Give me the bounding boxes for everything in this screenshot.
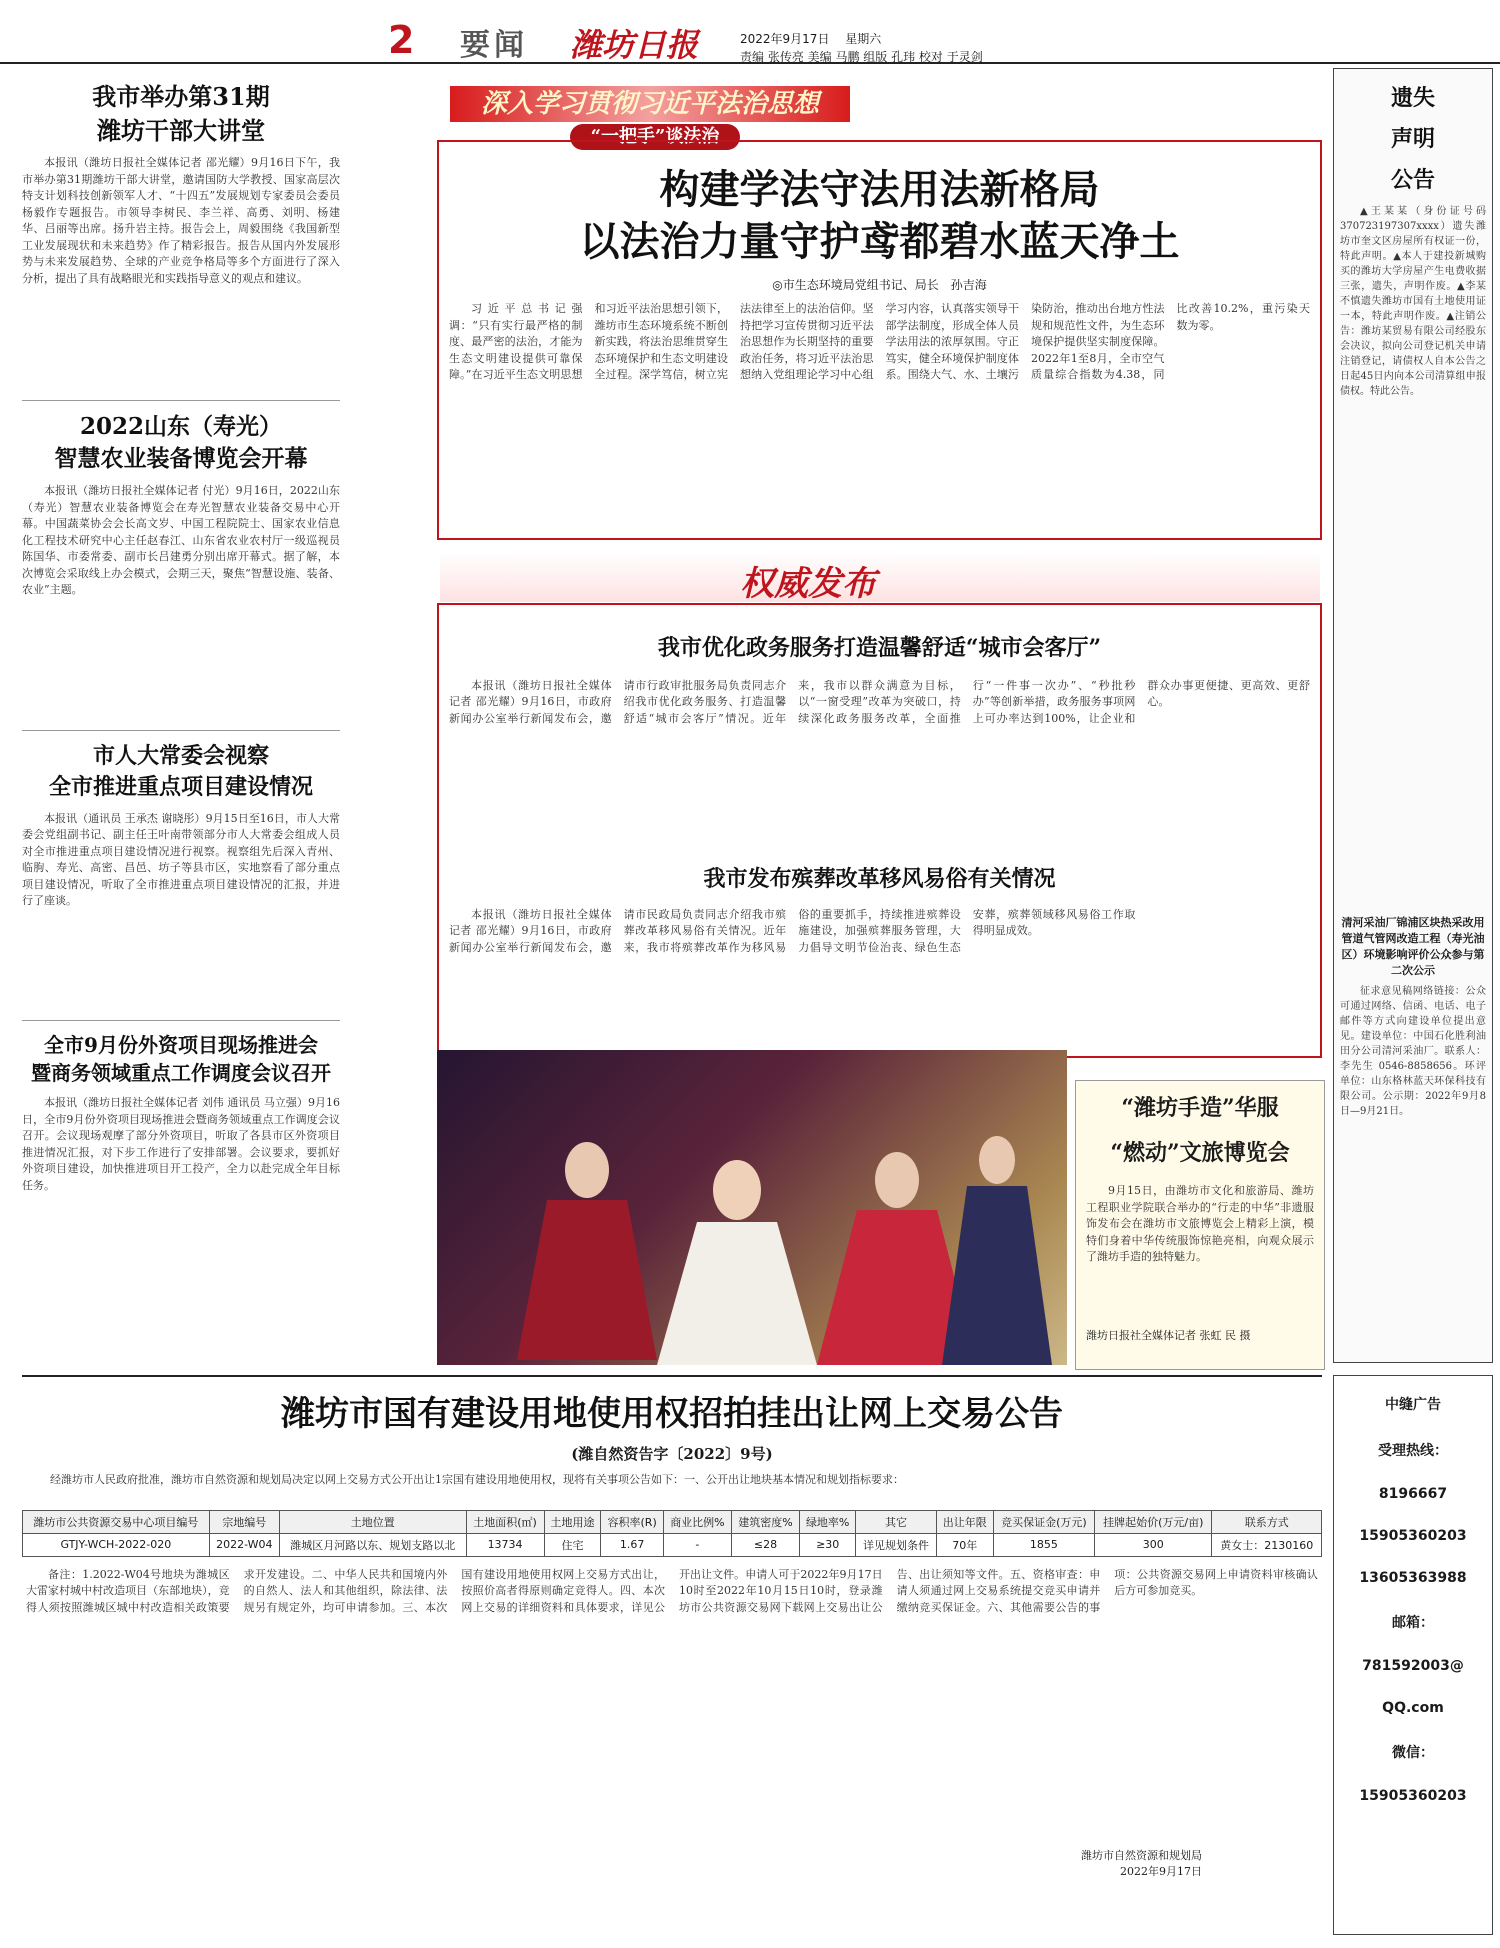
table-header: 联系方式 (1212, 1510, 1322, 1533)
article-title: 全市9月份外资项目现场推进会 暨商务领域重点工作调度会议召开 (31, 1033, 331, 1085)
page-number: 2 (388, 18, 415, 62)
authority-banner-bg (440, 552, 1320, 602)
authority-banner: 权威发布 (740, 564, 876, 604)
staff-line: 责编 张传亮 美编 马鹏 组版 孔玮 校对 于灵剑 (740, 50, 983, 64)
photo-title-2: “燃动”文旅博览会 (1110, 1140, 1290, 1166)
table-header: 容积率(R) (601, 1510, 663, 1533)
notice-sidebar (1333, 68, 1493, 1363)
hotline-label: 受理热线： (1378, 1443, 1448, 1459)
authority-box (437, 603, 1322, 1058)
land-table (22, 1510, 1322, 1557)
table-cell: 黄女士：2130160 (1212, 1533, 1322, 1556)
table-header: 其它 (856, 1510, 936, 1533)
sidebar-notice-title: 清河采油厂锦浦区块热采改用管道气管网改造工程（寿光油区）环境影响评价公众参与第二次公示 (1341, 916, 1485, 977)
photo-caption-box (1075, 1080, 1325, 1370)
article-body: 本报讯（潍坊日报社全媒体记者 付光）9月16日，2022山东（寿光）智慧农业装备博览会在寿光智慧农业装备交易中心开幕。中国蔬菜协会会长高文岁、中国工程院院士、国家农业信息化工程技术研究中心主任赵春江、山东省农业农村厅一级巡视员陈国华、市委常委、副市长吕建勇分别出席开幕式。据了解，本次博览会采取线上办会模式，会期三天，聚焦“智慧设施、装备、农业”主题。 (22, 484, 340, 597)
phone-2: 15905360203 (1359, 1528, 1467, 1544)
date: 2022年9月17日 (740, 32, 830, 46)
article-body: 本报讯（潍坊日报社全媒体记者 邵光耀）9月16日下午，我市举办第31期潍坊干部大讲堂，邀请国防大学教授、国家高层次特支计划科技创新领军人才、“十四五”发展规划专家委员会委员杨毅作专题报告。市领导李树民、李兰祥、高勇、刘明、杨建华、吕丽等出席。扬升岩主持。报告会上，周毅围绕《我国新型工业发展现状和未来趋势》作了精彩报告。报告从国内外发展形势与未来发展趋势、全球的产业竞争格局等多个方面进行了深入分析，提出了具有战略眼光和实践指导意义的观点和建议。 (22, 156, 340, 285)
table-cell: ≥30 (800, 1533, 856, 1556)
land-subtitle: (潍自然资告字〔2022〕9号) (571, 1444, 773, 1463)
sidebar-title-1: 遗失 (1390, 85, 1435, 111)
authority-body-1: 本报讯（潍坊日报社全媒体记者 邵光耀）9月16日，市政府新闻办公室举行新闻发布会，邀请市行政审批服务局负责同志介绍我市优化政务服务、打造温馨舒适“城市会客厅”情况。近年来，我市以群众满意为目标，以“一窗受理”改革为突破口，持续深化政务服务改革，全面推行“一件事一次办”、“秒批秒办”等创新举措，政务服务事项网上可办率达到100%，让企业和群众办事更便捷、更高效、更舒心。 (449, 678, 1310, 725)
date-line (740, 30, 881, 47)
photo-title-1: “潍坊手造”华服 (1121, 1095, 1279, 1121)
sidebar-notice-body: 征求意见稿网络链接：公众可通过网络、信函、电话、电子邮件等方式向建设单位提出意见。建设单位：中国石化胜利油田分公司清河采油厂。联系人：李先生 0546-8858656。环评单位：山东格林蓝天环保科技有限公司。公示期：2022年9月8日—9月21日。 (1340, 986, 1486, 1117)
table-cell: 13734 (466, 1533, 544, 1556)
article (22, 80, 340, 400)
table-cell: 300 (1095, 1533, 1212, 1556)
land-notice (22, 1375, 1322, 1935)
land-title: 潍坊市国有建设用地使用权招拍挂出让网上交易公告 (281, 1394, 1063, 1434)
table-cell: 住宅 (544, 1533, 601, 1556)
table-cell: - (663, 1533, 731, 1556)
article-title: 我市举办第31期 潍坊干部大讲堂 (92, 82, 270, 145)
wechat: 15905360203 (1359, 1788, 1467, 1804)
wechat-label: 微信： (1392, 1745, 1434, 1761)
sidebar-title-3: 公告 (1390, 167, 1435, 193)
table-header: 土地位置 (279, 1510, 466, 1533)
table-header: 绿地率% (800, 1510, 856, 1533)
feature-body: 习近平总书记强调：“只有实行最严格的制度、最严密的法治，才能为生态文明建设提供可靠保障。”在习近平生态文明思想和习近平法治思想引领下，潍坊市生态环境系统不断创新实践，将法治思维贯穿生态环境保护和生态文明建设全过程。深学笃信，树立宪法法律至上的法治信仰。坚持把学习宣传贯彻习近平法治思想作为长期坚持的重要政治任务，将习近平法治思想纳入党组理论学习中心组学习内容，认真落实领导干部学法制度，形成全体人员学法用法的浓厚氛围。守正笃实，健全环境保护制度体系。围绕大气、水、土壤污染防治，推动出台地方性法规和规范性文件，为生态环境保护提供坚实制度保障。2022年1至8月，全市空气质量综合指数为4.38，同比改善10.2%，重污染天数为零。 (449, 302, 1310, 381)
table-cell: GTJY-WCH-2022-020 (23, 1533, 210, 1556)
weekday: 星期六 (845, 32, 882, 46)
feature-byline: ◎市生态环境局党组书记、局长 孙吉海 (772, 278, 987, 292)
photo-illustration (437, 1050, 1067, 1365)
authority-title-1: 我市优化政务服务打造温馨舒适“城市会客厅” (657, 635, 1102, 661)
article (22, 400, 340, 730)
article (22, 1020, 340, 1310)
table-header: 潍坊市公共资源交易中心项目编号 (23, 1510, 210, 1533)
feature-sub-banner: “一把手”谈法治 (570, 124, 740, 150)
article-title: 2022山东（寿光） 智慧农业装备博览会开幕 (54, 413, 308, 473)
authority-title-2: 我市发布殡葬改革移风易俗有关情况 (703, 865, 1056, 892)
table-header: 出让年限 (936, 1510, 993, 1533)
table-row (23, 1533, 1322, 1556)
left-column (22, 80, 340, 1360)
ad-box (1333, 1375, 1493, 1935)
authority-body-2: 本报讯（潍坊日报社全媒体记者 邵光耀）9月16日，市政府新闻办公室举行新闻发布会，邀请市民政局负责同志介绍我市殡葬改革移风易俗有关情况。近年来，我市将殡葬改革作为移风易俗的重要抓手，持续推进殡葬设施建设，加强殡葬服务管理，大力倡导文明节俭治丧、绿色生态安葬，殡葬领域移风易俗工作取得明显成效。 (449, 907, 1136, 954)
article-body: 本报讯（通讯员 王承杰 谢晓彤）9月15日至16日，市人大常委会党组副书记、副主任王叶南带领部分市人大常委会组成人员对全市推进重点项目建设情况进行视察。视察组先后深入青州、临朐、寿光、高密、昌邑、坊子等县市区，实地察看了部分重点项目建设情况，听取了全市推进重点项目建设情况的汇报，并进行了座谈。 (22, 811, 340, 908)
feature-box (437, 140, 1322, 540)
ad-title: 中缝广告 (1385, 1397, 1441, 1413)
email: 781592003@ (1362, 1658, 1464, 1674)
land-intro: 经潍坊市人民政府批准，潍坊市自然资源和规划局决定以网上交易方式公开出让1宗国有建设用地使用权，现将有关事项公告如下：一、公开出让地块基本情况和规划指标要求： (50, 1472, 904, 1486)
table-header: 土地面积(㎡) (466, 1510, 544, 1533)
sidebar-title-2: 声明 (1390, 126, 1435, 152)
table-cell: 潍城区月河路以东、规划支路以北 (279, 1533, 466, 1556)
photo-credit: 潍坊日报社全媒体记者 张虹 民 摄 (1086, 1329, 1251, 1342)
table-header: 挂牌起始价(万元/亩) (1095, 1510, 1212, 1533)
masthead (0, 0, 1500, 64)
brand-logo: 潍坊日报 (570, 26, 699, 64)
article (22, 730, 340, 1020)
land-signoff-date: 2022年9月17日 (1120, 1864, 1202, 1878)
sidebar-body: ▲王某某（身份证号码370723197307xxxx）遗失潍坊市奎文区房屋所有权证一份，特此声明。▲本人于建投新城购买的潍坊大学房屋产生电费收据三张，遗失，声明作废。▲李某不慎遗失潍坊市国有土地使用证一本，特此声明作废。▲注销公告：潍坊某贸易有限公司经股东会决议，拟向公司登记机关申请注销登记，请债权人自本公告之日起45日内向本公司清算组申报债权。特此公告。 (1340, 206, 1486, 397)
article-title: 市人大常委会视察 全市推进重点项目建设情况 (48, 743, 313, 800)
table-header: 商业比例% (663, 1510, 731, 1533)
phone-3: 13605363988 (1359, 1570, 1467, 1586)
feature-headline: 构建学法守法用法新格局 以法治力量守护鸢都碧水蓝天净土 (579, 166, 1180, 265)
article-body: 本报讯（潍坊日报社全媒体记者 刘伟 通讯员 马立强）9月16日，全市9月份外资项目现场推进会暨商务领域重点工作调度会议召开。会议现场观摩了部分外资项目，听取了各县市区外资项目推进情况汇报，对下步工作进行了安排部署。会议要求，要抓好外资项目建设，加快推进项目开工投产，全力以赴完成全年目标任务。 (22, 1096, 340, 1192)
phone-1: 8196667 (1378, 1486, 1448, 1502)
feature-banner: 深入学习贯彻习近平法治思想 (450, 86, 850, 122)
table-cell: 1.67 (601, 1533, 663, 1556)
section-title: 要闻 (460, 28, 528, 63)
table-cell: 2022-W04 (209, 1533, 279, 1556)
email-domain: QQ.com (1382, 1700, 1444, 1716)
table-header: 土地用途 (544, 1510, 601, 1533)
land-signoff: 潍坊市自然资源和规划局 (1081, 1848, 1202, 1862)
land-body: 备注：1.2022-W04号地块为潍城区大雷家村城中村改造项目（东部地块），竞得人须按照潍城区城中村改造相关政策要求开发建设。二、中华人民共和国境内外的自然人、法人和其他组织，除法律、法规另有规定外，均可申请参加。三、本次国有建设用地使用权网上交易方式出让，按照价高者得原则确定竞得人。四、本次网上交易的详细资料和具体要求，详见公开出让文件。申请人可于2022年9月17日10时至2022年10月15日10时，登录潍坊市公共资源交易网下载网上交易出让公告、出让须知等文件。五、资格审查：申请人须通过网上交易系统提交竞买申请并缴纳竞买保证金。六、其他需要公告的事项：公共资源交易网上申请资料审核确认后方可参加竞买。 (26, 1567, 1318, 1614)
table-header-row (23, 1510, 1322, 1533)
table-header: 建筑密度% (731, 1510, 799, 1533)
table-cell: 1855 (993, 1533, 1095, 1556)
table-cell: 详见规划条件 (856, 1533, 936, 1556)
fashion-show-photo (437, 1050, 1067, 1365)
table-cell: ≤28 (731, 1533, 799, 1556)
table-header: 竞买保证金(万元) (993, 1510, 1095, 1533)
photo-caption: 9月15日，由潍坊市文化和旅游局、潍坊工程职业学院联合举办的“行走的中华”非遗服饰发布会在潍坊市文旅博览会上精彩上演，模特们身着中华传统服饰惊艳亮相，向观众展示了潍坊手造的独特魅力。 (1086, 1184, 1314, 1263)
table-cell: 70年 (936, 1533, 993, 1556)
table-header: 宗地编号 (209, 1510, 279, 1533)
email-label: 邮箱： (1392, 1615, 1434, 1631)
